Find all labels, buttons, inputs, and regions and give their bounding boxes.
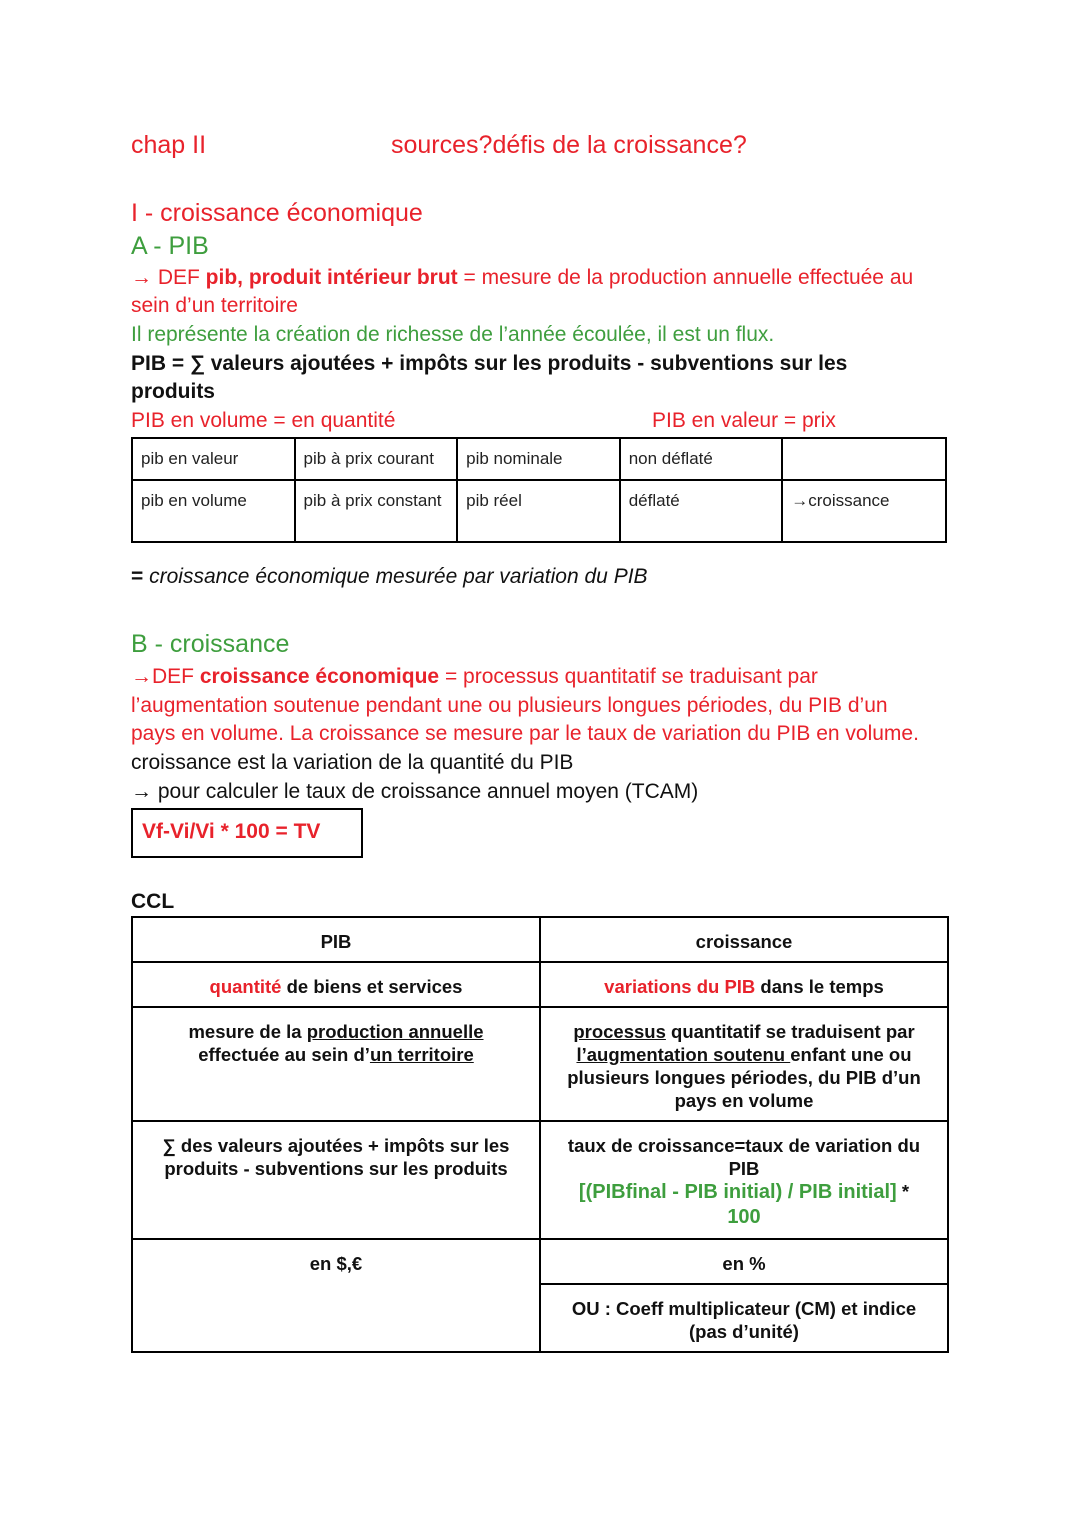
growth-rate-formula-end: 100 [727, 1206, 761, 1228]
table-row [132, 962, 948, 1007]
ccl-heading: CCL [131, 890, 175, 913]
table-cell-unit-croissance: en % [540, 1239, 948, 1284]
pib-volume-label: PIB en volume = en quantité [131, 409, 396, 432]
table-cell: déflaté [620, 480, 783, 542]
variation-sentence: croissance est la variation de la quantité du PIB [131, 751, 574, 774]
tcam-sentence: → pour calculer le taux de croissance annuel moyen (TCAM) [131, 780, 699, 803]
table-row [132, 438, 946, 480]
table-cell-unit-pib: en $,€ [132, 1239, 540, 1352]
table-cell: →croissance [782, 480, 946, 542]
croissance-definition-line2: l’augmentation soutenue pendant une ou plusieurs longues périodes, du PIB d’un [131, 694, 888, 717]
page-title: sources?défis de la croissance? [391, 131, 747, 159]
table-row [132, 480, 946, 542]
table-cell: pib nominale [457, 438, 620, 480]
cell-text: * [896, 1181, 910, 1202]
table-cell [540, 1121, 948, 1239]
pib-definition-line2: sein d’un territoire [131, 294, 298, 317]
cell-text: quantitatif se traduisent par [665, 1021, 915, 1042]
table-cell [132, 1007, 540, 1121]
table-row [132, 1007, 948, 1121]
table-cell: non déflaté [620, 438, 783, 480]
table-cell [540, 962, 948, 1007]
tv-formula-box: Vf-Vi/Vi * 100 = TV [131, 808, 363, 858]
table-header-croissance: croissance [540, 917, 948, 962]
pib-definition [131, 264, 913, 292]
pib-formula-line2: produits [131, 380, 215, 403]
table-cell: pib à prix courant [295, 438, 458, 480]
underlined-text: un territoire [369, 1044, 474, 1065]
def-term: croissance économique [199, 665, 440, 688]
highlight-text: quantité [209, 976, 282, 997]
croissance-definition [131, 663, 818, 691]
table-cell [132, 962, 540, 1007]
table-cell: pib en volume [132, 480, 295, 542]
table-cell: OU : Coeff multiplicateur (CM) et indice (pas d’unité) [540, 1284, 948, 1352]
section-heading-B: B - croissance [131, 630, 290, 658]
underlined-text: processus [573, 1021, 666, 1042]
equals-sign: = [131, 565, 150, 588]
def-text: = mesure de la production annuelle effectuée au [457, 266, 914, 289]
def-term: pib, produit intérieur brut [205, 266, 458, 289]
table-row [132, 1121, 948, 1239]
table-cell [540, 1007, 948, 1121]
cell-text: dans le temps [755, 976, 884, 997]
cell-text: effectuée au sein d’ [198, 1044, 370, 1065]
table-row [132, 917, 948, 962]
croissance-definition-line3: pays en volume. La croissance se mesure par le taux de variation du PIB en volume. [131, 722, 919, 745]
def-arrow: → DEF [131, 266, 206, 289]
cell-text: taux de croissance=taux de variation du PIB [567, 1135, 921, 1179]
growth-rate-formula: [(PIBfinal - PIB initial) / PIB initial] [578, 1181, 897, 1203]
conclusion-table [131, 916, 949, 1353]
chapter-label: chap II [131, 131, 207, 159]
def-text: = processus quantitatif se traduisant par [439, 665, 818, 688]
section-heading-A: A - PIB [131, 232, 209, 260]
underlined-text: production annuelle [306, 1021, 484, 1042]
table-cell: pib à prix constant [295, 480, 458, 542]
underlined-text: l’augmentation soutenu [576, 1044, 791, 1065]
cell-text: mesure de la [188, 1021, 307, 1042]
table-row [132, 1239, 948, 1284]
pib-comparison-table [131, 437, 947, 543]
table-cell: ∑ des valeurs ajoutées + impôts sur les produits - subventions sur les produits [132, 1121, 540, 1239]
growth-measure-text: croissance économique mesurée par variation du PIB [149, 565, 648, 588]
pib-formula: PIB = ∑ valeurs ajoutées + impôts sur les produits - subventions sur les [131, 352, 848, 375]
table-cell [782, 438, 946, 480]
growth-measure-note [131, 563, 648, 591]
highlight-text: variations du PIB [604, 976, 756, 997]
table-header-pib: PIB [132, 917, 540, 962]
cell-text: de biens et services [281, 976, 463, 997]
section-heading-I: I - croissance économique [131, 199, 423, 227]
flux-sentence: Il représente la création de richesse de l’année écoulée, il est un flux. [131, 323, 775, 346]
table-cell: pib en valeur [132, 438, 295, 480]
pib-valeur-label: PIB en valeur = prix [652, 409, 836, 432]
def-arrow: →DEF [131, 665, 200, 688]
table-cell: pib réel [457, 480, 620, 542]
cell-text: enfant une ou plusieurs longues périodes, du PIB d’un pays en volume [567, 1044, 921, 1111]
